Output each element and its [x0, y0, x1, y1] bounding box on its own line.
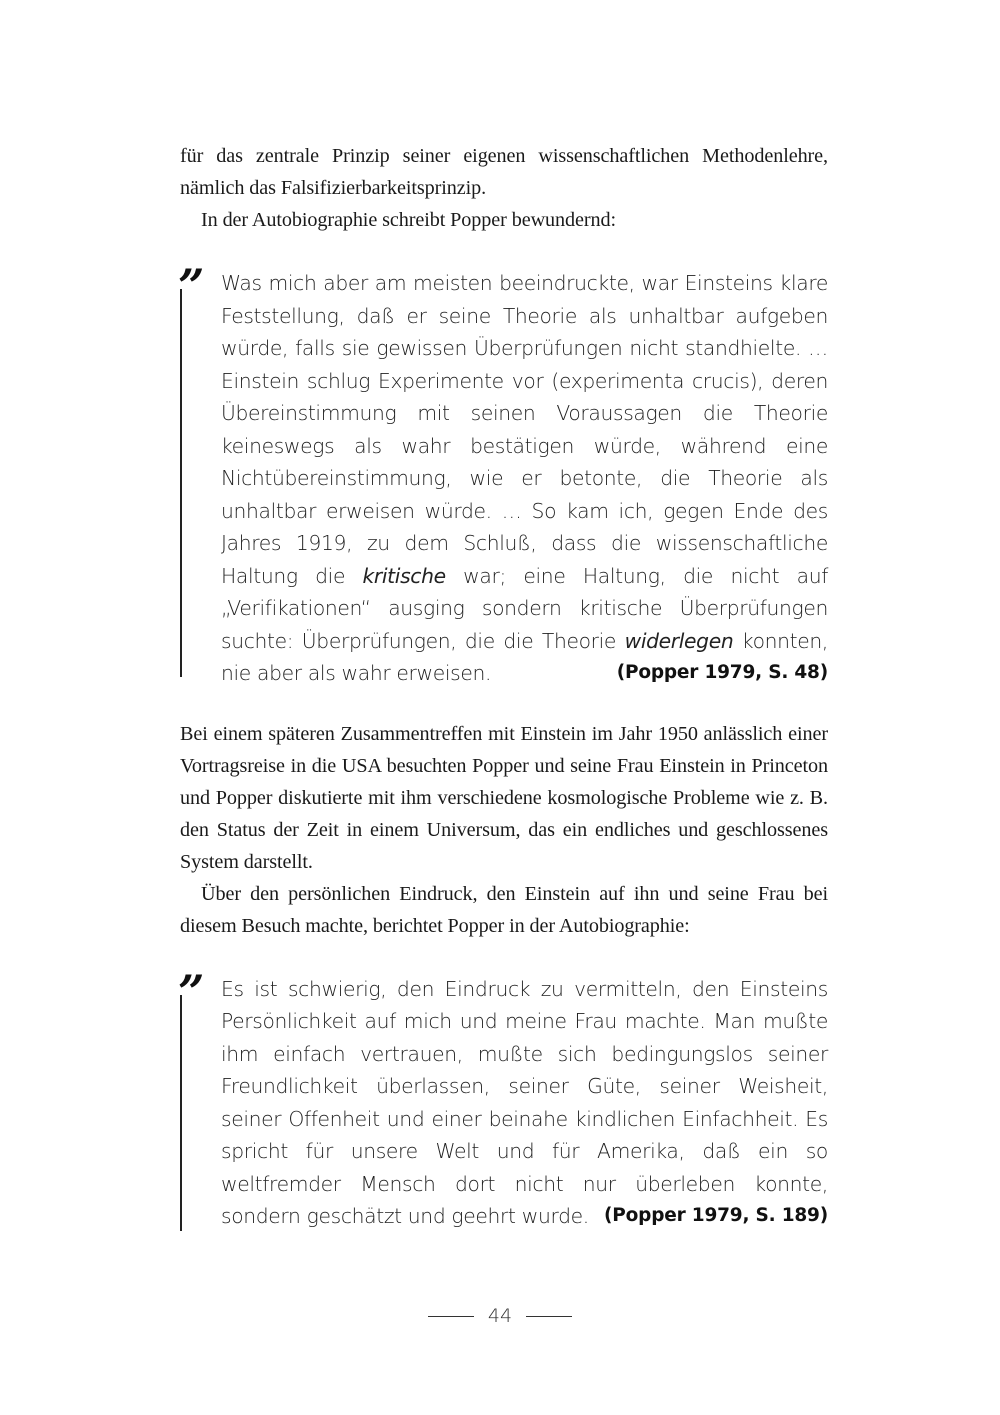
paragraph-meeting: Bei einem späteren Zusammentreffen mit Einstein im Jahr 1950 anlässlich einer Vortragsreise in die USA besuchten Popper und seine Frau Einstein in Princeton und Popper diskutierte mit ihm verschiedene kosmologische Probleme wie z. B. den Status der Zeit in einem Universum, das ein endliches und geschlossenes System darstellt.: [180, 722, 828, 873]
emphasis: widerlegen: [624, 628, 734, 653]
paragraph-intro-quote-2: Über den persönlichen Eindruck, den Einstein auf ihn und seine Frau bei diesem Besuch machte, berichtet Popper in der Autobiographie:: [180, 882, 828, 937]
citation: (Popper 1979, S. 189): [604, 1205, 828, 1226]
paragraph-intro-quote-1: In der Autobiographie schreibt Popper bewundernd:: [201, 209, 617, 231]
quote-bar: [180, 995, 182, 1231]
quote-mark-icon: ”: [178, 964, 205, 1019]
blockquote-1: [178, 259, 828, 690]
quote-text: Was mich aber am meisten beeindruckte, war Einsteins klare Feststellung, daß er seine Theorie als unhaltbar aufgeben würde, falls sie gewissen Überprüfungen nicht standhielte. … Einstein schlug Experimente vor (experimenta crucis), deren Übereinstimmung mit seinen Voraussagen die Theorie keineswegs als wahr bestätigen würde, während eine Nichtübereinstimmung, wie er betonte, die Theorie als unhaltbar erweisen würde. … So kam ich, gegen Ende des Jahres 1919, zu dem Schluß, dass die wissenschaftliche Haltung die kritische war; eine Haltung, die nicht auf „Verifikationen“ ausging sondern kritische Überprüfungen suchte: Überprüfungen, die die Theorie widerlegen konnten, nie aber als wahr erweisen. (Popper 1979, S. 48): [221, 267, 828, 690]
page-number-footer: [0, 1305, 1000, 1327]
paragraph-continuation: für das zentrale Prinzip seiner eigenen wissenschaftlichen Methodenlehre, nämlich das Falsifizierbarkeitsprinzip.: [180, 145, 828, 199]
citation: (Popper 1979, S. 48): [616, 662, 828, 683]
emphasis: kritische: [362, 563, 446, 588]
page-body: [180, 140, 828, 1233]
footer-rule-right: [526, 1316, 572, 1317]
blockquote-2: [178, 964, 828, 1233]
quote-mark-icon: ”: [178, 259, 205, 313]
quote-bar: [180, 289, 182, 677]
footer-rule-left: [428, 1316, 474, 1317]
quote-text: Es ist schwierig, den Eindruck zu vermitteln, den Einsteins Persönlichkeit auf mich und meine Frau machte. Man mußte ihm einfach vertrauen, mußte sich bedingungslos seiner Freundlichkeit überlassen, seiner Güte, seiner Weisheit, seiner Offenheit und einer beinahe kindlichen Einfachheit. Es spricht für unsere Welt und für Amerika, daß ein so weltfremder Mensch dort nicht nur überleben konnte, sondern geschätzt und geehrt wurde. (Popper 1979, S. 189): [221, 973, 828, 1233]
page-number: 44: [487, 1305, 513, 1327]
